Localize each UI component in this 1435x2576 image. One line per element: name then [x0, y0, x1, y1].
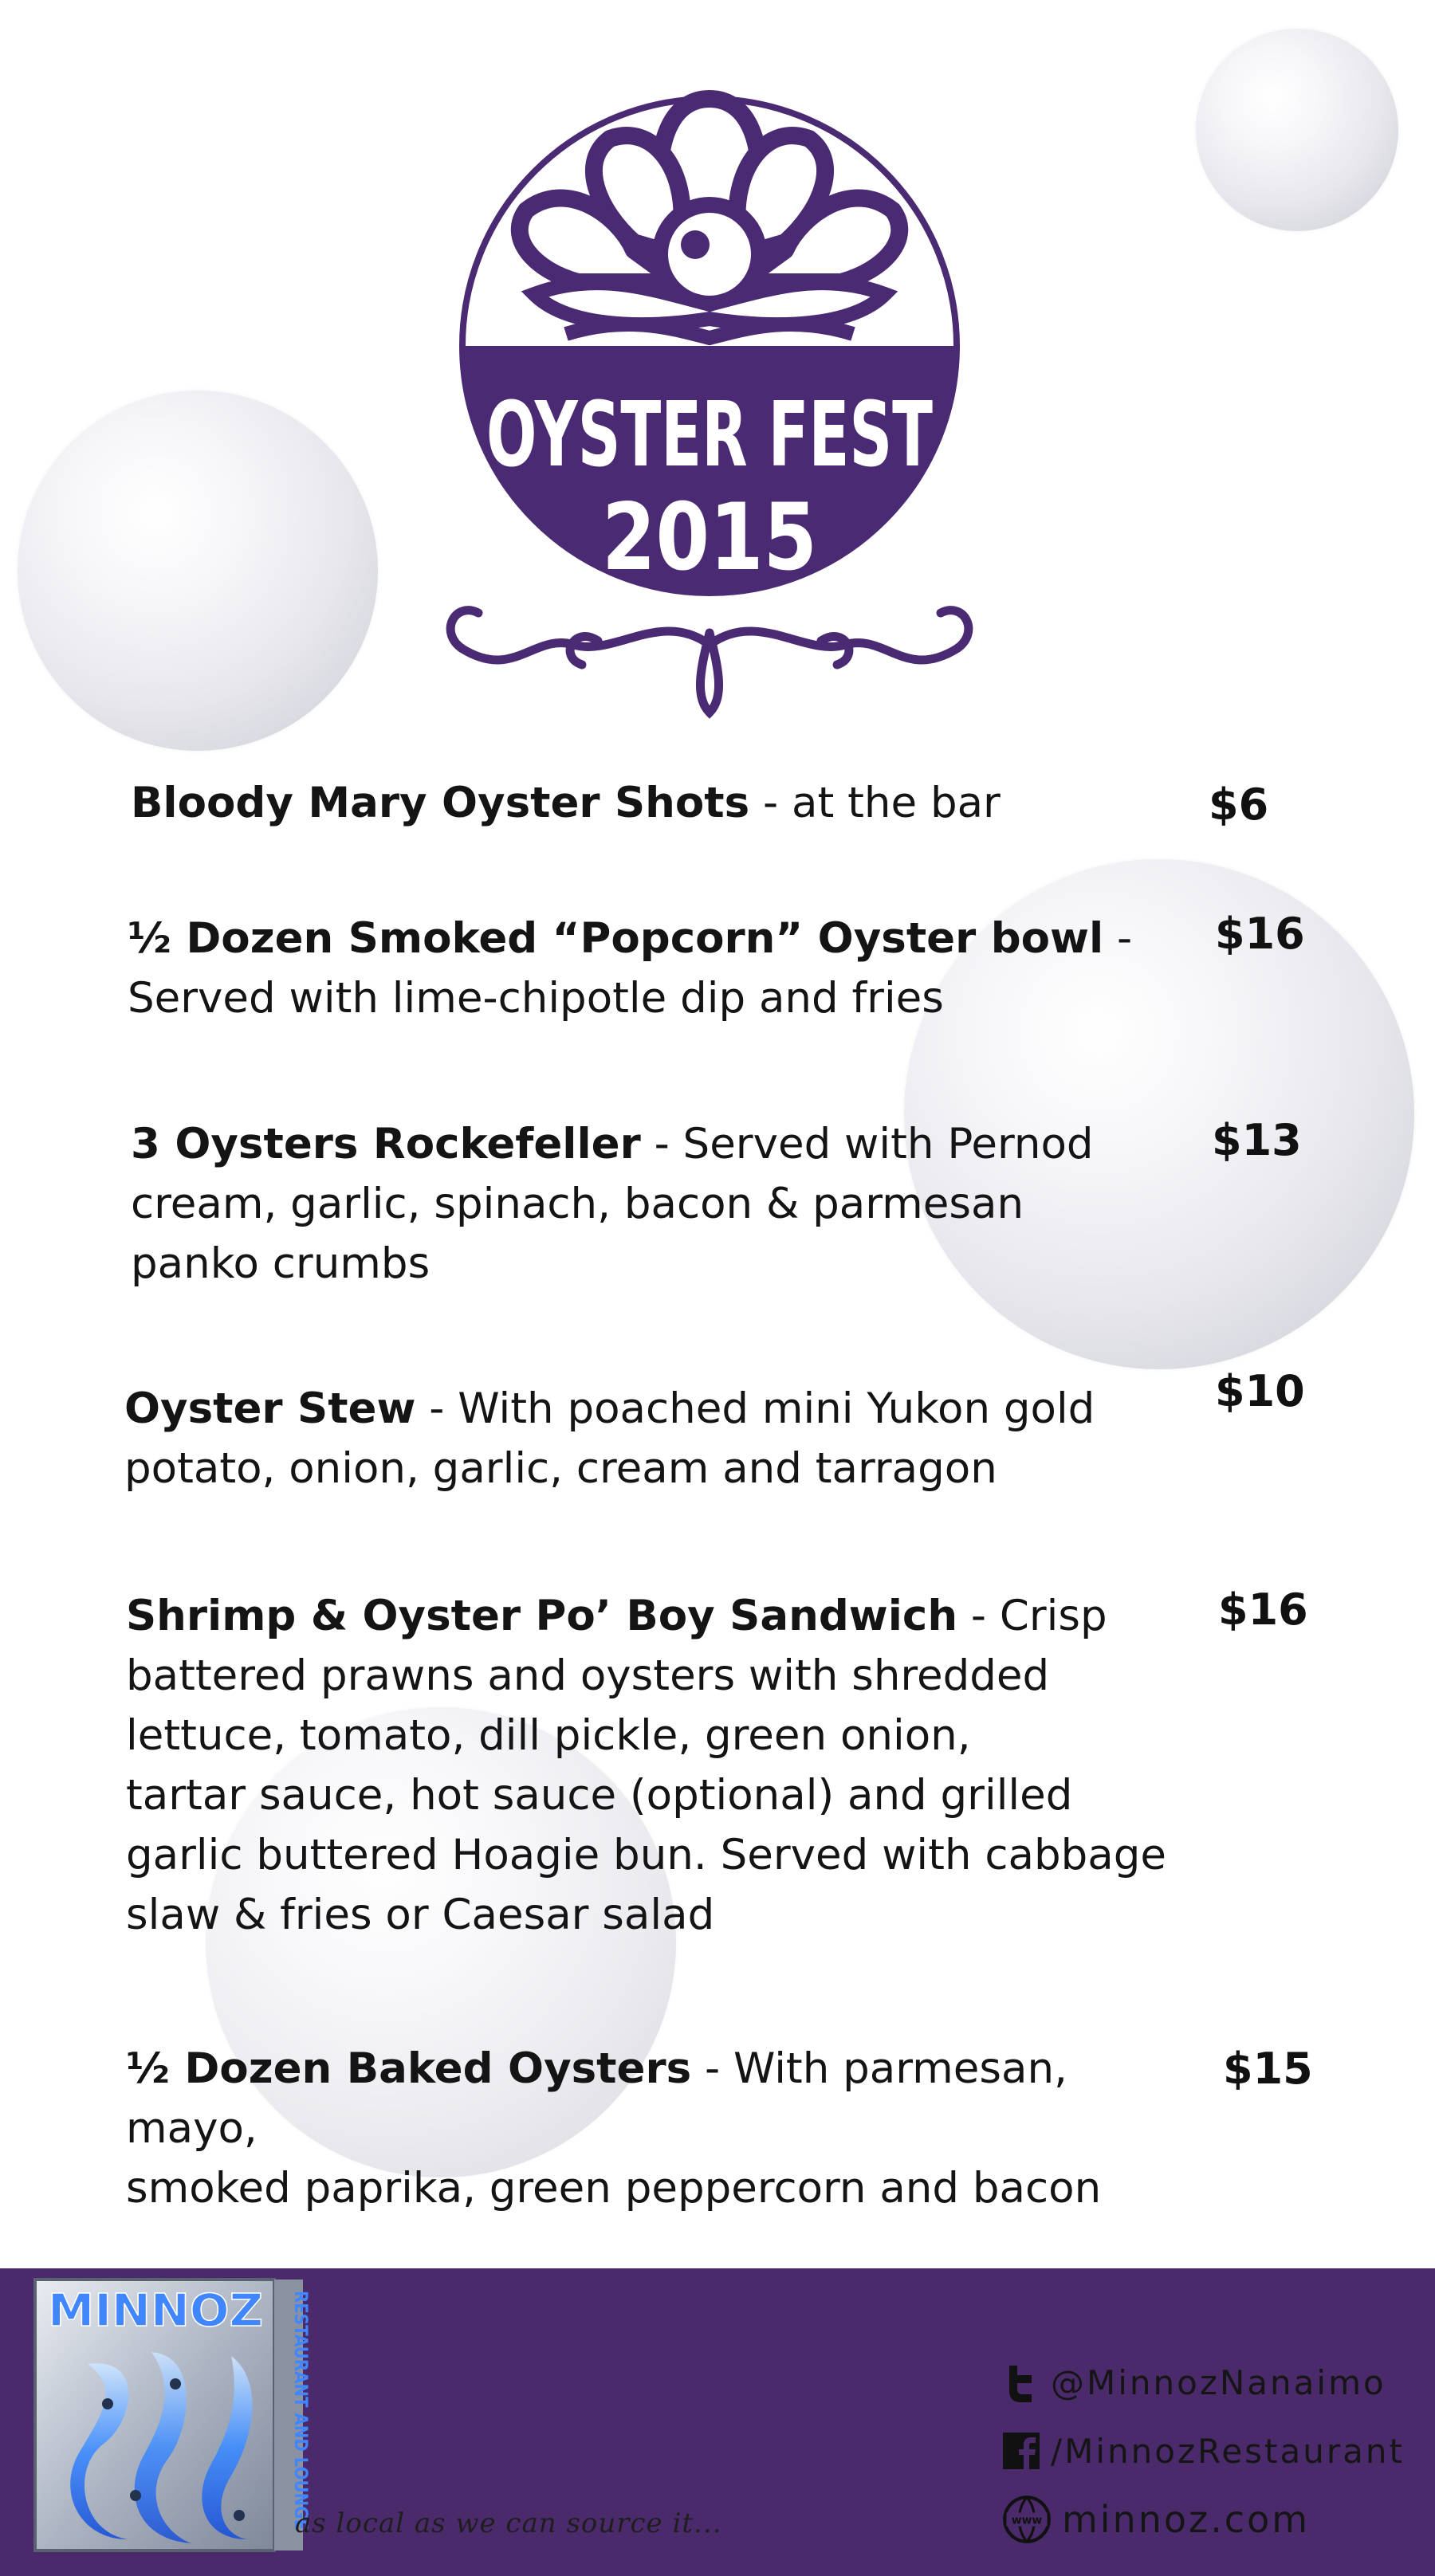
- item-name: Oyster Stew: [124, 1384, 416, 1433]
- item-desc: - Crisp: [957, 1592, 1107, 1640]
- item-desc: - at the bar: [749, 779, 1001, 827]
- item-price: $10: [1215, 1366, 1305, 1416]
- item-desc: battered prawns and oysters with shredded: [126, 1651, 1050, 1700]
- tagline: as local as we can source it...: [295, 2507, 722, 2539]
- item-desc: lettuce, tomato, dill pickle, green onion,: [126, 1711, 971, 1760]
- brand-subtitle: RESTAURANT AND LOUNGE: [290, 2291, 310, 2557]
- item-price: $15: [1223, 2044, 1313, 2094]
- brand-name: MINNOZ: [48, 2285, 263, 2337]
- item-desc: - Served with Pernod: [640, 1120, 1094, 1168]
- item-name: Bloody Mary Oyster Shots: [131, 779, 750, 827]
- www-globe-icon: [1001, 2494, 1052, 2545]
- item-name: Shrimp & Oyster Po’ Boy Sandwich: [126, 1592, 958, 1640]
- item-desc: panko crumbs: [131, 1239, 431, 1288]
- twitter-handle: @MinnozNanaimo: [1051, 2362, 1386, 2402]
- item-price: $16: [1215, 909, 1305, 959]
- item-desc: Served with lime-chipotle dip and fries: [128, 974, 944, 1023]
- item-desc: - With parmesan, mayo,: [126, 2044, 1067, 2153]
- facebook-icon: [1001, 2431, 1041, 2471]
- oyster-fest-logo: [438, 51, 981, 736]
- item-name: ½ Dozen Smoked “Popcorn” Oyster bowl: [128, 914, 1104, 963]
- item-price: $13: [1212, 1115, 1302, 1165]
- item-desc: smoked paprika, green peppercorn and bacon: [126, 2164, 1102, 2213]
- item-name: ½ Dozen Baked Oysters: [126, 2044, 692, 2093]
- item-desc: -: [1103, 914, 1133, 963]
- item-desc: tartar sauce, hot sauce (optional) and grilled: [126, 1771, 1073, 1820]
- item-name: 3 Oysters Rockefeller: [131, 1120, 641, 1168]
- item-desc: potato, onion, garlic, cream and tarragon: [124, 1444, 997, 1493]
- svg-text:www: www: [1011, 2514, 1043, 2527]
- item-desc: - With poached mini Yukon gold: [415, 1384, 1095, 1433]
- logo-title-line1: OYSTER FEST: [486, 383, 933, 487]
- facebook-handle: /MinnozRestaurant: [1051, 2431, 1405, 2471]
- menu-item-popcorn-oysters: [128, 909, 1180, 1028]
- facebook-link[interactable]: [1001, 2417, 1405, 2485]
- menu-item-oyster-stew: [124, 1379, 1177, 1498]
- item-desc: slaw & fries or Caesar salad: [126, 1891, 715, 1939]
- minnoz-logo: [32, 2276, 308, 2555]
- menu-item-po-boy: [126, 1586, 1178, 1945]
- menu-item-bloody-mary: [131, 773, 1183, 833]
- menu-item-baked-oysters: [126, 2039, 1178, 2218]
- twitter-icon: [1001, 2362, 1041, 2402]
- item-price: $16: [1218, 1584, 1308, 1635]
- logo-title-line2: 2015: [602, 484, 817, 591]
- twitter-link[interactable]: [1001, 2348, 1405, 2417]
- pearl-decoration: [18, 391, 378, 751]
- menu-item-rockefeller: [131, 1114, 1183, 1294]
- social-links: [1001, 2348, 1405, 2554]
- item-price: $6: [1209, 779, 1269, 830]
- website-link[interactable]: [1001, 2485, 1405, 2554]
- item-desc: garlic buttered Hoagie bun. Served with cabbage: [126, 1831, 1166, 1879]
- footer: [0, 2268, 1435, 2576]
- pearl-decoration: [1196, 29, 1398, 231]
- website-url: minnoz.com: [1062, 2498, 1311, 2541]
- item-desc: cream, garlic, spinach, bacon & parmesan: [131, 1180, 1024, 1228]
